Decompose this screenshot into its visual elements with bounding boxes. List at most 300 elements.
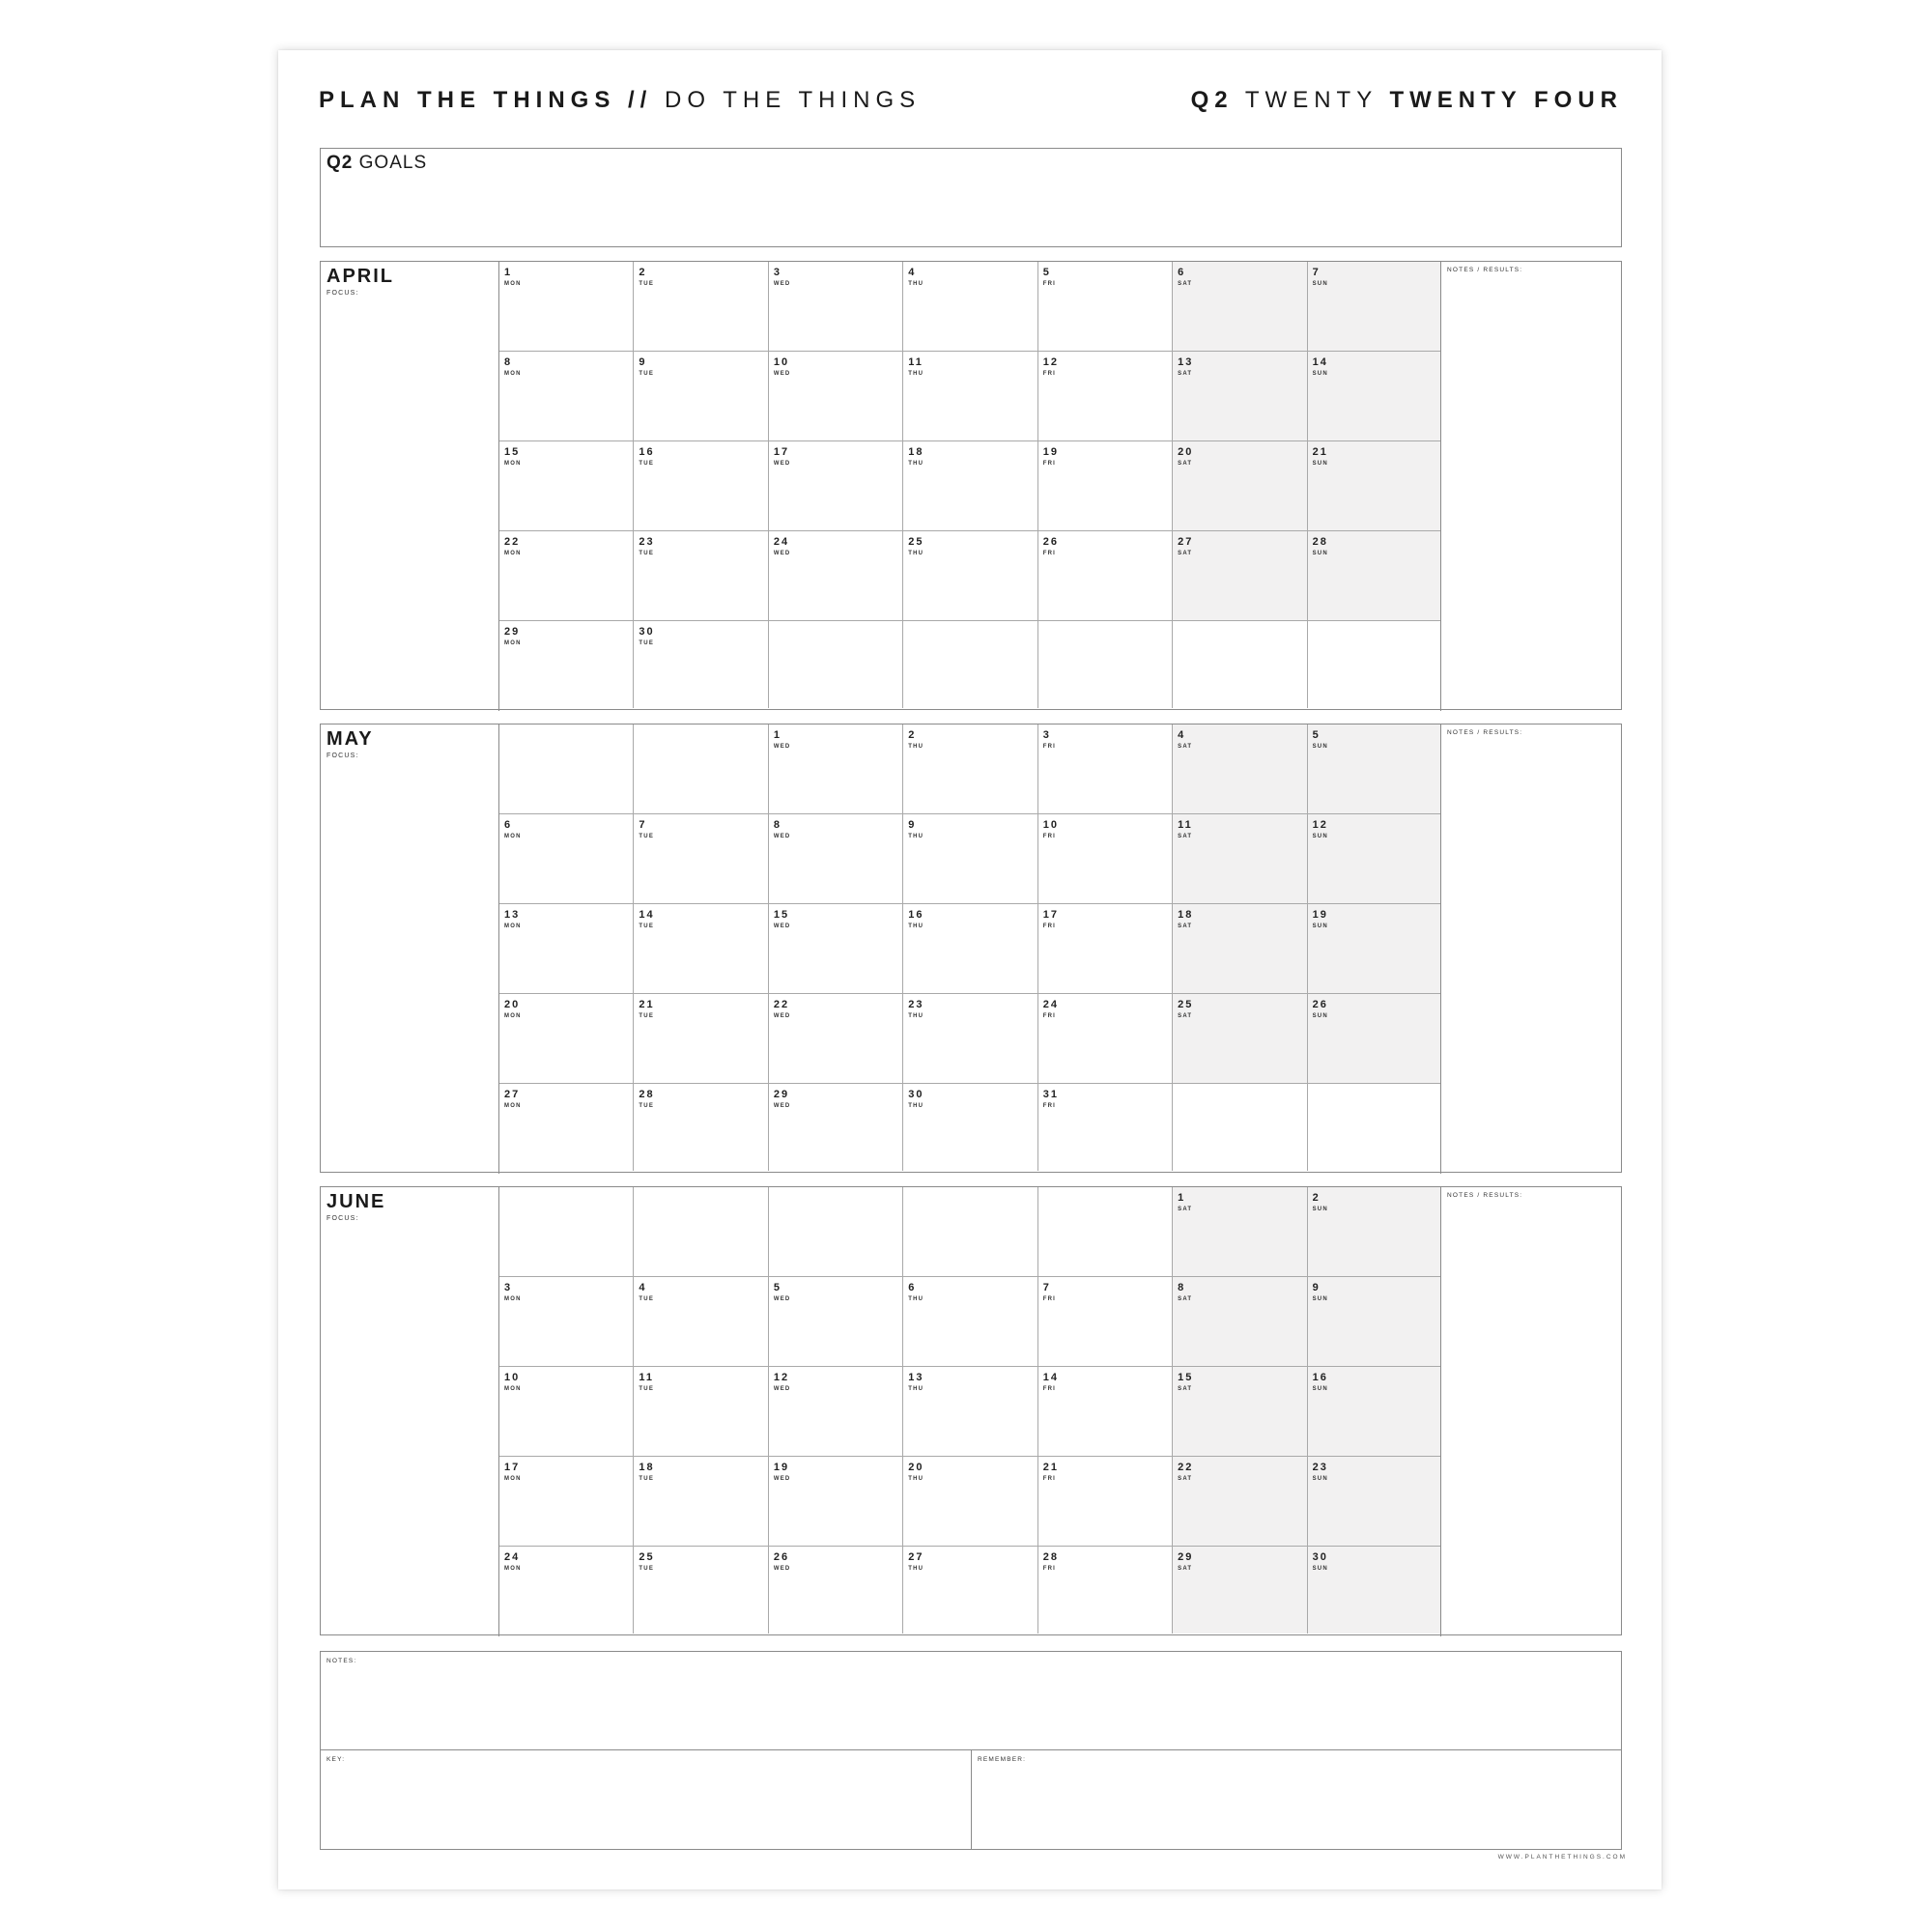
day-number: 25 <box>639 1551 655 1563</box>
day-number: 8 <box>1178 1282 1186 1293</box>
day-number: 19 <box>773 1462 790 1473</box>
day-cell[interactable] <box>1308 1457 1440 1547</box>
day-cell[interactable] <box>1038 441 1173 531</box>
focus-label: FOCUS: <box>327 753 359 759</box>
day-number: 20 <box>1178 446 1194 458</box>
day-cell[interactable] <box>769 1547 903 1634</box>
day-cell[interactable] <box>634 531 768 621</box>
day-number: 16 <box>908 909 924 921</box>
day-weekday: SAT <box>1178 1566 1193 1572</box>
day-number: 23 <box>1312 1462 1328 1473</box>
day-weekday: SUN <box>1312 1207 1328 1212</box>
day-cell[interactable] <box>769 1367 903 1457</box>
day-number: 13 <box>1178 356 1194 368</box>
day-weekday: SUN <box>1312 1476 1328 1482</box>
day-weekday: THU <box>908 551 924 556</box>
day-number: 26 <box>1042 536 1059 548</box>
day-cell[interactable] <box>769 262 903 352</box>
notes-results-label: NOTES / RESULTS: <box>1447 729 1523 736</box>
header-year-bold: TWENTY FOUR <box>1389 87 1623 113</box>
day-cell[interactable] <box>1308 724 1440 814</box>
day-weekday: TUE <box>639 923 655 929</box>
day-number: 27 <box>1178 536 1194 548</box>
day-number: 19 <box>1312 909 1328 921</box>
day-number: 16 <box>1312 1372 1328 1383</box>
day-weekday: THU <box>908 1566 924 1572</box>
day-weekday: FRI <box>1042 834 1056 839</box>
notes-results-label: NOTES / RESULTS: <box>1447 267 1523 273</box>
day-cell[interactable] <box>1038 352 1173 441</box>
goals-box[interactable] <box>320 148 1622 247</box>
day-weekday: THU <box>908 1103 924 1109</box>
day-cell[interactable] <box>1038 1084 1173 1171</box>
day-number: 6 <box>504 819 513 831</box>
day-weekday: FRI <box>1042 1103 1056 1109</box>
header-year-light: TWENTY <box>1244 87 1378 113</box>
day-cell[interactable] <box>1173 1277 1307 1367</box>
day-number: 29 <box>773 1089 790 1100</box>
day-number: 30 <box>1312 1551 1328 1563</box>
day-number: 9 <box>908 819 917 831</box>
day-weekday: SUN <box>1312 371 1328 377</box>
day-weekday: THU <box>908 461 924 467</box>
day-cell[interactable] <box>1038 814 1173 904</box>
day-weekday: SUN <box>1312 281 1328 287</box>
day-cell[interactable] <box>1308 352 1440 441</box>
day-weekday: TUE <box>639 371 655 377</box>
day-weekday: WED <box>773 1566 791 1572</box>
day-weekday: TUE <box>639 834 655 839</box>
day-cell[interactable] <box>903 904 1037 994</box>
day-weekday: MON <box>504 1296 522 1302</box>
day-weekday: SUN <box>1312 551 1328 556</box>
day-weekday: WED <box>773 744 791 750</box>
day-cell[interactable] <box>634 1084 768 1171</box>
day-number: 24 <box>1042 999 1059 1010</box>
day-cell[interactable] <box>903 1277 1037 1367</box>
day-number: 8 <box>773 819 781 831</box>
focus-label: FOCUS: <box>327 290 359 297</box>
day-weekday: SUN <box>1312 1013 1328 1019</box>
day-cell[interactable] <box>499 352 634 441</box>
day-number: 5 <box>1312 729 1321 741</box>
day-cell[interactable] <box>1173 814 1307 904</box>
day-cell[interactable] <box>769 994 903 1084</box>
empty-day-cell <box>769 1187 903 1277</box>
day-weekday: WED <box>773 1296 791 1302</box>
day-cell[interactable] <box>499 814 634 904</box>
day-weekday: FRI <box>1042 1566 1056 1572</box>
day-cell[interactable] <box>634 814 768 904</box>
day-cell[interactable] <box>769 904 903 994</box>
day-number: 9 <box>639 356 647 368</box>
day-number: 3 <box>1042 729 1051 741</box>
day-cell[interactable] <box>1308 1547 1440 1634</box>
day-number: 18 <box>1178 909 1194 921</box>
day-weekday: MON <box>504 461 522 467</box>
day-number: 1 <box>504 267 513 278</box>
day-number: 10 <box>504 1372 521 1383</box>
day-weekday: SAT <box>1178 1013 1193 1019</box>
day-weekday: FRI <box>1042 461 1056 467</box>
day-cell[interactable] <box>1308 441 1440 531</box>
day-weekday: WED <box>773 1476 791 1482</box>
day-number: 4 <box>908 267 917 278</box>
day-cell[interactable] <box>1038 262 1173 352</box>
day-cell[interactable] <box>1173 1187 1307 1277</box>
day-weekday: FRI <box>1042 1476 1056 1482</box>
key-box[interactable] <box>321 1750 972 1849</box>
day-number: 11 <box>1178 819 1193 831</box>
day-number: 15 <box>504 446 521 458</box>
day-weekday: WED <box>773 834 791 839</box>
month-notes-results[interactable] <box>1441 1187 1620 1634</box>
day-cell[interactable] <box>903 262 1037 352</box>
day-weekday: MON <box>504 551 522 556</box>
empty-day-cell <box>499 724 634 814</box>
day-cell[interactable] <box>499 1277 634 1367</box>
day-number: 22 <box>773 999 790 1010</box>
day-number: 21 <box>639 999 655 1010</box>
day-weekday: SAT <box>1178 1207 1193 1212</box>
month-april <box>320 261 1622 710</box>
day-number: 17 <box>773 446 790 458</box>
day-number: 22 <box>504 536 521 548</box>
day-weekday: TUE <box>639 1476 655 1482</box>
day-cell[interactable] <box>1173 352 1307 441</box>
day-number: 18 <box>908 446 924 458</box>
day-number: 13 <box>504 909 521 921</box>
day-number: 31 <box>1042 1089 1059 1100</box>
day-weekday: SUN <box>1312 923 1328 929</box>
day-cell[interactable] <box>634 262 768 352</box>
empty-day-cell <box>499 1187 634 1277</box>
day-cell[interactable] <box>1173 994 1307 1084</box>
day-cell[interactable] <box>769 1084 903 1171</box>
day-cell[interactable] <box>1173 1457 1307 1547</box>
footer-url: WWW.PLANTHETHINGS.COM <box>1497 1854 1627 1861</box>
day-number: 7 <box>639 819 647 831</box>
day-cell[interactable] <box>1038 904 1173 994</box>
day-number: 10 <box>773 356 790 368</box>
day-number: 2 <box>1312 1192 1321 1204</box>
day-number: 25 <box>908 536 924 548</box>
notes-results-label: NOTES / RESULTS: <box>1447 1192 1523 1199</box>
day-weekday: TUE <box>639 640 655 646</box>
month-notes-results[interactable] <box>1441 724 1620 1171</box>
day-weekday: THU <box>908 1296 924 1302</box>
day-number: 4 <box>639 1282 647 1293</box>
day-number: 21 <box>1312 446 1328 458</box>
day-cell[interactable] <box>1038 724 1173 814</box>
day-number: 20 <box>504 999 521 1010</box>
day-number: 11 <box>639 1372 655 1383</box>
day-number: 11 <box>908 356 923 368</box>
day-weekday: SUN <box>1312 1386 1328 1392</box>
day-cell[interactable] <box>903 1367 1037 1457</box>
empty-day-cell <box>903 621 1037 708</box>
day-weekday: THU <box>908 834 924 839</box>
day-number: 15 <box>1178 1372 1194 1383</box>
day-cell[interactable] <box>1038 994 1173 1084</box>
day-weekday: SAT <box>1178 1476 1193 1482</box>
day-weekday: THU <box>908 371 924 377</box>
day-number: 14 <box>639 909 655 921</box>
day-cell[interactable] <box>1308 1187 1440 1277</box>
notes-box[interactable] <box>321 1652 1621 1750</box>
day-weekday: THU <box>908 744 924 750</box>
day-cell[interactable] <box>1308 262 1440 352</box>
day-number: 2 <box>639 267 647 278</box>
day-number: 23 <box>908 999 924 1010</box>
bottom-notes-section <box>320 1651 1622 1850</box>
notes-label: NOTES: <box>327 1658 357 1664</box>
day-number: 22 <box>1178 1462 1194 1473</box>
day-cell[interactable] <box>634 1367 768 1457</box>
day-number: 6 <box>1178 267 1186 278</box>
month-name: JUNE <box>327 1191 386 1212</box>
calendar-grid <box>498 1187 1441 1636</box>
header-do: DO THE THINGS <box>665 87 922 113</box>
day-cell[interactable] <box>769 352 903 441</box>
day-weekday: FRI <box>1042 923 1056 929</box>
day-cell[interactable] <box>903 441 1037 531</box>
key-label: KEY: <box>327 1756 346 1763</box>
day-cell[interactable] <box>499 1457 634 1547</box>
day-number: 19 <box>1042 446 1059 458</box>
day-cell[interactable] <box>1038 1367 1173 1457</box>
day-cell[interactable] <box>1308 994 1440 1084</box>
day-number: 30 <box>908 1089 924 1100</box>
day-weekday: FRI <box>1042 371 1056 377</box>
day-cell[interactable] <box>634 1457 768 1547</box>
day-weekday: SAT <box>1178 1386 1193 1392</box>
day-cell[interactable] <box>499 1084 634 1171</box>
day-cell[interactable] <box>634 1277 768 1367</box>
day-weekday: THU <box>908 923 924 929</box>
day-cell[interactable] <box>903 352 1037 441</box>
header-tagline <box>319 87 921 114</box>
empty-day-cell <box>1038 1187 1173 1277</box>
header-quarter-q: Q2 <box>1190 87 1234 113</box>
header-quarter <box>1191 87 1623 114</box>
month-name: MAY <box>327 728 374 750</box>
day-cell[interactable] <box>499 621 634 708</box>
day-cell[interactable] <box>1038 1457 1173 1547</box>
day-cell[interactable] <box>499 904 634 994</box>
day-cell[interactable] <box>634 352 768 441</box>
day-number: 18 <box>639 1462 655 1473</box>
day-weekday: WED <box>773 461 791 467</box>
day-weekday: TUE <box>639 1386 655 1392</box>
day-cell[interactable] <box>499 1547 634 1634</box>
day-weekday: MON <box>504 640 522 646</box>
month-june <box>320 1186 1622 1635</box>
day-number: 17 <box>1042 909 1059 921</box>
empty-day-cell <box>1308 621 1440 708</box>
day-cell[interactable] <box>769 531 903 621</box>
day-cell[interactable] <box>903 994 1037 1084</box>
day-weekday: MON <box>504 281 522 287</box>
day-weekday: WED <box>773 281 791 287</box>
day-weekday: WED <box>773 1013 791 1019</box>
day-number: 14 <box>1312 356 1328 368</box>
day-cell[interactable] <box>1308 531 1440 621</box>
day-number: 5 <box>1042 267 1051 278</box>
calendar-grid <box>498 724 1441 1174</box>
day-cell[interactable] <box>1173 1367 1307 1457</box>
day-weekday: TUE <box>639 1103 655 1109</box>
day-number: 12 <box>1312 819 1328 831</box>
day-number: 24 <box>504 1551 521 1563</box>
day-cell[interactable] <box>903 724 1037 814</box>
month-name: APRIL <box>327 266 394 287</box>
day-number: 1 <box>1178 1192 1186 1204</box>
day-cell[interactable] <box>1173 531 1307 621</box>
day-cell[interactable] <box>499 994 634 1084</box>
day-number: 17 <box>504 1462 521 1473</box>
remember-label: REMEMBER: <box>978 1756 1027 1763</box>
day-cell[interactable] <box>769 1457 903 1547</box>
empty-day-cell <box>634 1187 768 1277</box>
day-weekday: SAT <box>1178 461 1193 467</box>
empty-day-cell <box>1308 1084 1440 1171</box>
day-weekday: THU <box>908 1386 924 1392</box>
day-number: 5 <box>773 1282 781 1293</box>
day-number: 27 <box>908 1551 924 1563</box>
day-weekday: MON <box>504 1566 522 1572</box>
day-weekday: WED <box>773 923 791 929</box>
empty-day-cell <box>769 621 903 708</box>
day-weekday: SAT <box>1178 744 1193 750</box>
day-cell[interactable] <box>499 262 634 352</box>
day-cell[interactable] <box>903 1084 1037 1171</box>
day-cell[interactable] <box>1308 814 1440 904</box>
day-cell[interactable] <box>903 1547 1037 1634</box>
day-number: 24 <box>773 536 790 548</box>
day-cell[interactable] <box>903 1457 1037 1547</box>
day-weekday: MON <box>504 1103 522 1109</box>
day-weekday: SAT <box>1178 281 1193 287</box>
day-weekday: SUN <box>1312 461 1328 467</box>
day-cell[interactable] <box>499 531 634 621</box>
day-cell[interactable] <box>769 441 903 531</box>
calendar-grid <box>498 262 1441 711</box>
day-number: 29 <box>1178 1551 1194 1563</box>
day-number: 9 <box>1312 1282 1321 1293</box>
day-number: 13 <box>908 1372 924 1383</box>
day-number: 1 <box>773 729 781 741</box>
day-number: 8 <box>504 356 513 368</box>
day-number: 30 <box>639 626 655 638</box>
day-cell[interactable] <box>1173 904 1307 994</box>
day-weekday: SUN <box>1312 834 1328 839</box>
remember-box[interactable] <box>972 1750 1620 1849</box>
day-number: 7 <box>1312 267 1321 278</box>
day-number: 28 <box>1312 536 1328 548</box>
day-cell[interactable] <box>1173 724 1307 814</box>
day-number: 27 <box>504 1089 521 1100</box>
day-weekday: SUN <box>1312 1566 1328 1572</box>
goals-title <box>327 153 427 174</box>
day-weekday: SUN <box>1312 744 1328 750</box>
focus-label: FOCUS: <box>327 1215 359 1222</box>
day-cell[interactable] <box>903 531 1037 621</box>
day-weekday: SUN <box>1312 1296 1328 1302</box>
day-cell[interactable] <box>903 814 1037 904</box>
day-cell[interactable] <box>1038 1277 1173 1367</box>
day-weekday: TUE <box>639 461 655 467</box>
day-cell[interactable] <box>634 904 768 994</box>
day-number: 28 <box>639 1089 655 1100</box>
month-notes-results[interactable] <box>1441 262 1620 708</box>
empty-day-cell <box>903 1187 1037 1277</box>
day-number: 26 <box>1312 999 1328 1010</box>
day-cell[interactable] <box>634 994 768 1084</box>
day-number: 21 <box>1042 1462 1059 1473</box>
day-cell[interactable] <box>769 814 903 904</box>
day-cell[interactable] <box>499 441 634 531</box>
day-cell[interactable] <box>634 1547 768 1634</box>
day-cell[interactable] <box>1308 1367 1440 1457</box>
day-cell[interactable] <box>1173 441 1307 531</box>
day-weekday: SAT <box>1178 371 1193 377</box>
day-weekday: THU <box>908 281 924 287</box>
day-cell[interactable] <box>769 724 903 814</box>
day-number: 4 <box>1178 729 1186 741</box>
day-cell[interactable] <box>1308 1277 1440 1367</box>
day-cell[interactable] <box>1038 1547 1173 1634</box>
day-weekday: FRI <box>1042 744 1056 750</box>
day-number: 3 <box>504 1282 513 1293</box>
empty-day-cell <box>1173 1084 1307 1171</box>
day-number: 28 <box>1042 1551 1059 1563</box>
day-weekday: TUE <box>639 281 655 287</box>
day-weekday: FRI <box>1042 1386 1056 1392</box>
day-weekday: MON <box>504 923 522 929</box>
day-number: 12 <box>1042 356 1059 368</box>
goals-quarter: Q2 <box>327 153 354 173</box>
day-weekday: TUE <box>639 1566 655 1572</box>
day-weekday: FRI <box>1042 551 1056 556</box>
empty-day-cell <box>1038 621 1173 708</box>
day-number: 2 <box>908 729 917 741</box>
day-cell[interactable] <box>1038 531 1173 621</box>
day-weekday: TUE <box>639 1296 655 1302</box>
day-number: 6 <box>908 1282 917 1293</box>
day-number: 15 <box>773 909 790 921</box>
month-may <box>320 724 1622 1173</box>
day-cell[interactable] <box>499 1367 634 1457</box>
day-cell[interactable] <box>634 621 768 708</box>
day-cell[interactable] <box>1173 262 1307 352</box>
day-cell[interactable] <box>634 441 768 531</box>
day-weekday: WED <box>773 371 791 377</box>
day-weekday: WED <box>773 551 791 556</box>
header-separator: // <box>628 87 653 113</box>
day-number: 12 <box>773 1372 790 1383</box>
goals-label: GOALS <box>358 153 428 173</box>
day-number: 29 <box>504 626 521 638</box>
day-weekday: MON <box>504 1386 522 1392</box>
day-cell[interactable] <box>1173 1547 1307 1634</box>
header-plan: PLAN THE THINGS <box>319 87 616 113</box>
day-cell[interactable] <box>1308 904 1440 994</box>
day-cell[interactable] <box>769 1277 903 1367</box>
day-weekday: MON <box>504 834 522 839</box>
day-weekday: SAT <box>1178 923 1193 929</box>
day-weekday: THU <box>908 1013 924 1019</box>
